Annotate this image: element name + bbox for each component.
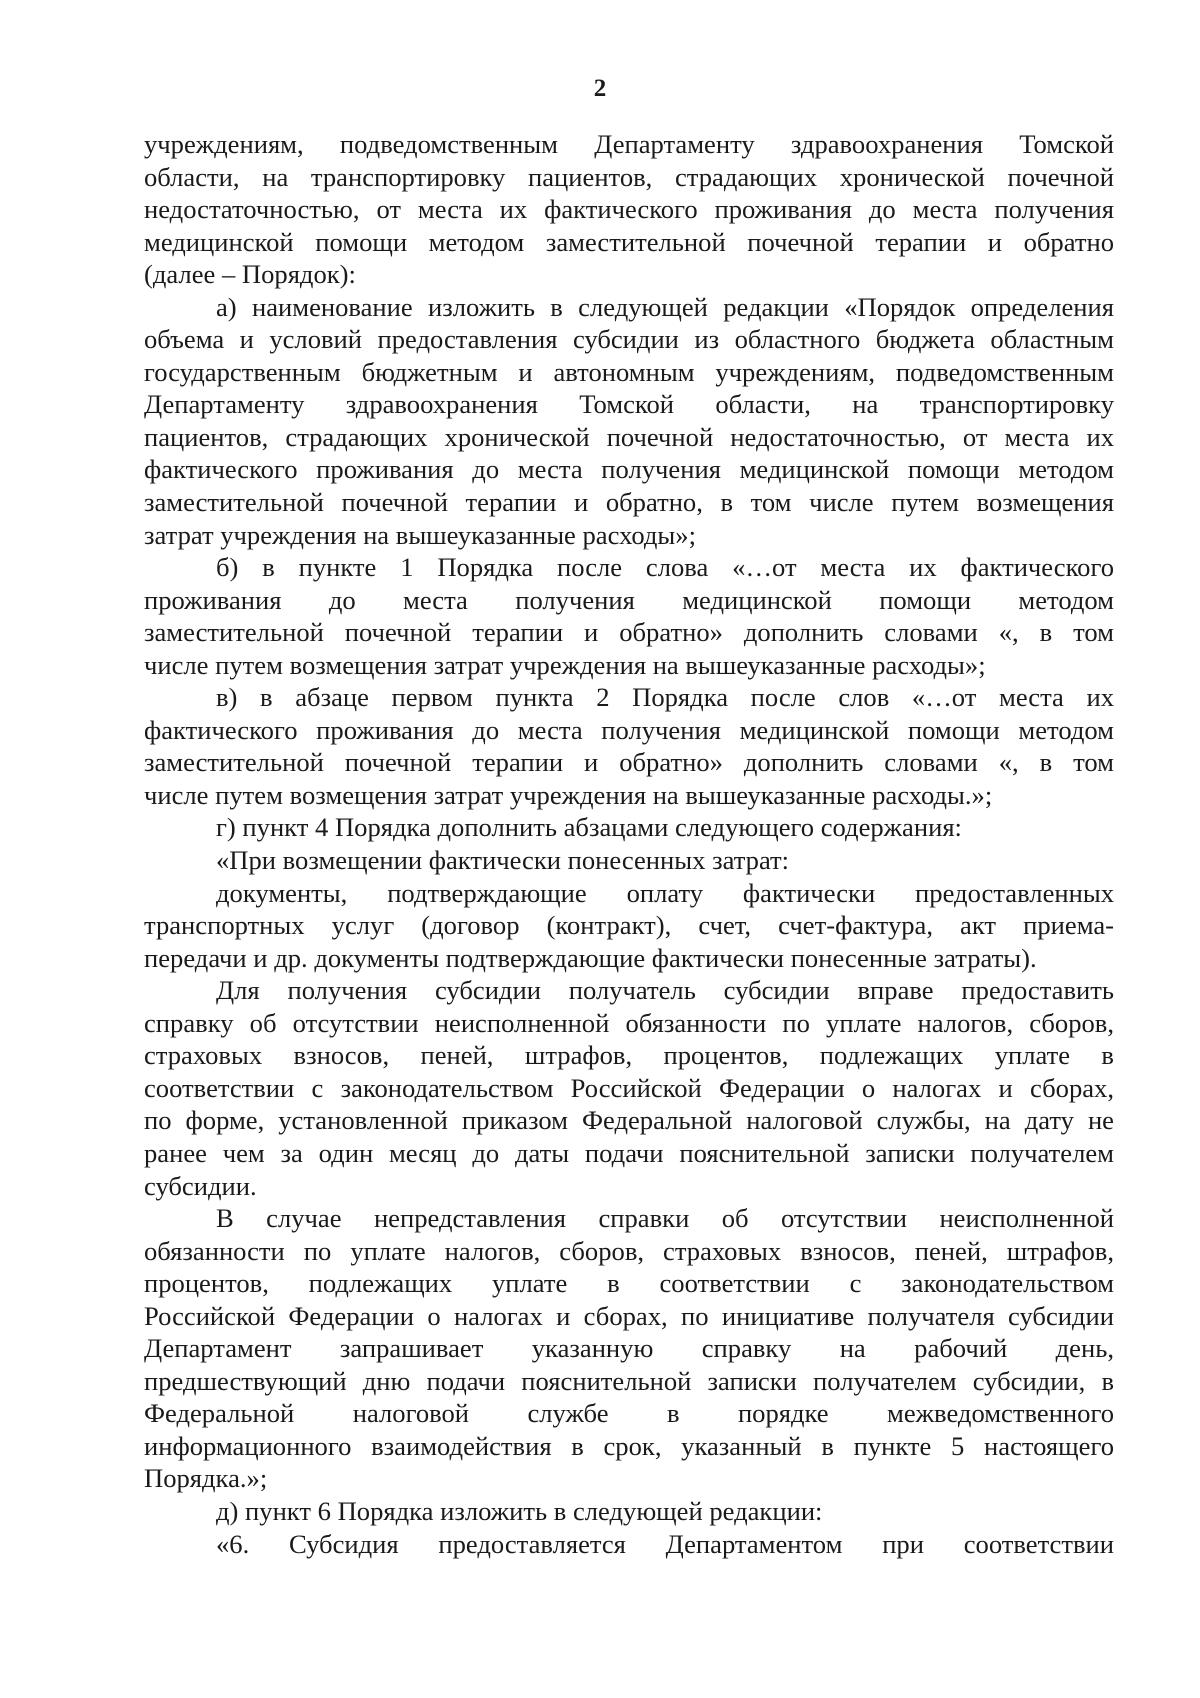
text-line: Российской Федерации о налогах и сборах, по инициативе получателя субсидии xyxy=(144,1300,1114,1331)
text-line: (далее – Порядок): xyxy=(144,259,356,290)
text-line: «При возмещении фактически понесенных затрат: xyxy=(216,845,790,876)
text-line: учреждениям, подведомственным Департаменту здравоохранения Томской xyxy=(144,129,1114,159)
text-line: затрат учреждения на вышеуказанные расходы»; xyxy=(144,519,696,550)
text-line: справку об отсутствии неисполненной обязанности по уплате налогов, сборов, xyxy=(144,1007,1114,1038)
text-line: субсидии. xyxy=(144,1170,257,1201)
text-line: соответствии с законодательством Российской Федерации о налогах и сборах, xyxy=(144,1072,1114,1103)
text-line: обязанности по уплате налогов, сборов, страховых взносов, пеней, штрафов, xyxy=(144,1235,1114,1266)
text-line: числе путем возмещения затрат учреждения на вышеуказанные расходы.»; xyxy=(144,779,993,810)
text-line: страховых взносов, пеней, штрафов, процентов, подлежащих уплате в xyxy=(144,1040,1114,1071)
text-line: Департаменту здравоохранения Томской области, на транспортировку xyxy=(144,389,1114,420)
text-line: заместительной почечной терапии и обратно» дополнить словами «, в том xyxy=(144,617,1114,648)
text-line: В случае непредставления справки об отсутствии неисполненной xyxy=(216,1203,1114,1234)
text-line: а) наименование изложить в следующей редакции «Порядок определения xyxy=(216,291,1114,322)
text-line: в) в абзаце первом пункта 2 Порядка после слов «…от места их xyxy=(216,682,1114,713)
text-line: государственным бюджетным и автономным учреждениям, подведомственным xyxy=(144,356,1114,387)
text-line: процентов, подлежащих уплате в соответствии с законодательством xyxy=(144,1268,1114,1299)
text-line: передачи и др. документы подтверждающие фактически понесенные затраты). xyxy=(144,942,1037,973)
text-line: Порядка.»; xyxy=(144,1463,268,1494)
document-body xyxy=(144,128,1114,1560)
page-number: 2 xyxy=(593,75,607,102)
text-line: числе путем возмещения затрат учреждения на вышеуказанные расходы»; xyxy=(144,649,986,680)
text-line: ранее чем за один месяц до даты подачи пояснительной записки получателем xyxy=(144,1137,1114,1168)
text-line: д) пункт 6 Порядка изложить в следующей редакции: xyxy=(216,1495,823,1526)
text-line: транспортных услуг (договор (контракт), счет, счет-фактура, акт приема- xyxy=(144,910,1114,941)
text-line: фактического проживания до места получения медицинской помощи методом xyxy=(144,714,1114,745)
text-line: по форме, установленной приказом Федеральной налоговой службы, на дату не xyxy=(144,1105,1114,1136)
text-line: б) в пункте 1 Порядка после слова «…от места их фактического xyxy=(216,552,1114,583)
text-line: недостаточностью, от места их фактического проживания до места получения xyxy=(144,194,1114,225)
text-line: «6. Субсидия предоставляется Департаментом при соответствии xyxy=(216,1528,1114,1559)
text-line: заместительной почечной терапии и обратно, в том числе путем возмещения xyxy=(144,487,1114,518)
text-line: фактического проживания до места получения медицинской помощи методом xyxy=(144,454,1114,485)
text-line: документы, подтверждающие оплату фактически предоставленных xyxy=(216,877,1114,908)
text-line: пациентов, страдающих хронической почечной недостаточностью, от места их xyxy=(144,421,1114,452)
text-line: Департамент запрашивает указанную справку на рабочий день, xyxy=(144,1333,1114,1364)
text-line: Для получения субсидии получатель субсидии вправе предоставить xyxy=(216,975,1114,1006)
text-line: г) пункт 4 Порядка дополнить абзацами следующего содержания: xyxy=(216,812,962,843)
text-line: области, на транспортировку пациентов, страдающих хронической почечной xyxy=(144,161,1114,192)
text-line: заместительной почечной терапии и обратно» дополнить словами «, в том xyxy=(144,747,1114,778)
text-line: медицинской помощи методом заместительной почечной терапии и обратно xyxy=(144,226,1114,257)
text-line: информационного взаимодействия в срок, указанный в пункте 5 настоящего xyxy=(144,1430,1114,1461)
text-line: Федеральной налоговой службе в порядке межведомственного xyxy=(144,1398,1114,1429)
text-line: объема и условий предоставления субсидии из областного бюджета областным xyxy=(144,324,1114,355)
text-line: предшествующий дню подачи пояснительной записки получателем субсидии, в xyxy=(144,1365,1114,1396)
text-line: проживания до места получения медицинской помощи методом xyxy=(144,584,1114,615)
